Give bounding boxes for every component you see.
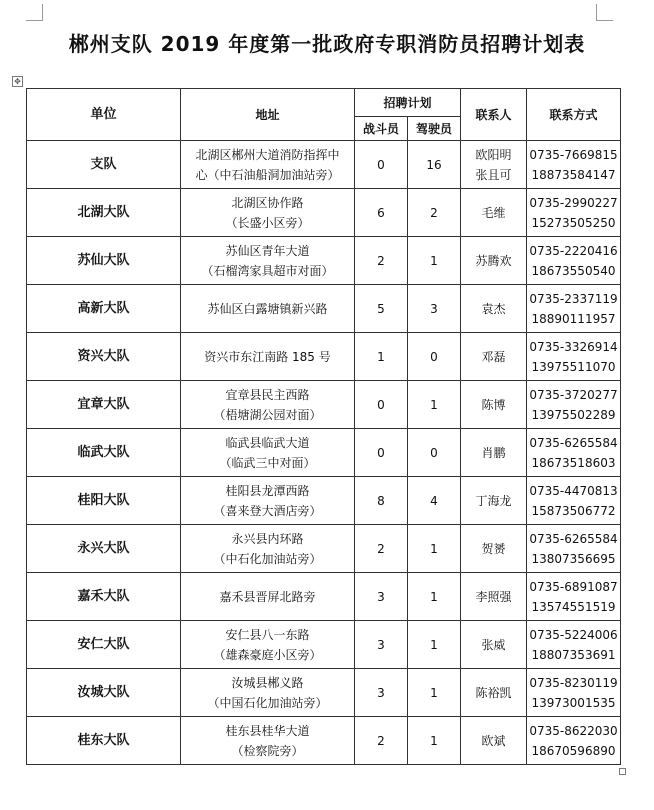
driver-count-cell: 1	[408, 237, 461, 285]
driver-count-cell: 1	[408, 573, 461, 621]
address-line: 苏仙区白露塘镇新兴路	[207, 301, 328, 316]
address-line: （雄森豪庭小区旁）	[213, 647, 322, 662]
address-line: 安仁县八一东路	[225, 627, 310, 642]
phone-cell	[527, 237, 621, 285]
address-line: 嘉禾县晋屏北路旁	[219, 589, 316, 604]
contact-cell	[461, 141, 527, 189]
phone-line: 13973001535	[531, 695, 616, 710]
address-line: （长盛小区旁）	[225, 215, 310, 230]
phone-cell	[527, 141, 621, 189]
document-title: 郴州支队 2019 年度第一批政府专职消防员招聘计划表	[68, 32, 586, 56]
phone-cell	[527, 429, 621, 477]
address-line: （石榴湾家具超市对面）	[201, 263, 334, 278]
driver-count-cell: 1	[408, 381, 461, 429]
contact-line: 张威	[481, 637, 506, 652]
address-line: 资兴市东江南路 185 号	[204, 349, 331, 364]
phone-line: 0735-2337119	[529, 291, 618, 306]
recruitment-plan-table	[26, 88, 621, 765]
fighter-count-cell: 2	[355, 237, 408, 285]
header-plan: 招聘计划	[355, 89, 461, 117]
unit-cell: 宜章大队	[27, 381, 181, 429]
address-cell	[181, 621, 355, 669]
address-cell	[181, 669, 355, 717]
driver-count-cell: 4	[408, 477, 461, 525]
contact-line: 李照强	[475, 589, 512, 604]
address-line: 苏仙区青年大道	[225, 243, 310, 258]
phone-cell	[527, 381, 621, 429]
address-line: 桂阳县龙潭西路	[225, 483, 310, 498]
contact-cell	[461, 189, 527, 237]
table-row	[27, 189, 621, 237]
phone-line: 18673550540	[531, 263, 616, 278]
fighter-count-cell: 0	[355, 429, 408, 477]
contact-cell	[461, 477, 527, 525]
fighter-count-cell: 2	[355, 525, 408, 573]
phone-cell	[527, 669, 621, 717]
phone-line: 0735-3720277	[529, 387, 618, 402]
contact-line: 丁海龙	[475, 493, 512, 508]
contact-cell	[461, 381, 527, 429]
address-line: 北湖区郴州大道消防指挥中	[195, 147, 340, 162]
table-row	[27, 717, 621, 765]
phone-line: 0735-6891087	[529, 579, 618, 594]
address-line: （中国石化加油站旁）	[207, 695, 328, 710]
driver-count-cell: 1	[408, 621, 461, 669]
fighter-count-cell: 3	[355, 669, 408, 717]
phone-line: 18890111957	[531, 311, 616, 326]
driver-count-cell: 1	[408, 525, 461, 573]
contact-line: 贺赟	[481, 541, 506, 556]
phone-cell	[527, 285, 621, 333]
contact-line: 袁杰	[481, 301, 506, 316]
table-resize-handle[interactable]	[619, 768, 626, 775]
page-corner-mark-top-right	[596, 4, 613, 21]
contact-line: 张且可	[475, 167, 512, 182]
phone-cell	[527, 333, 621, 381]
table-row	[27, 237, 621, 285]
contact-line: 苏腾欢	[475, 253, 512, 268]
contact-cell	[461, 333, 527, 381]
fighter-count-cell: 5	[355, 285, 408, 333]
fighter-count-cell: 8	[355, 477, 408, 525]
table-row	[27, 381, 621, 429]
phone-cell	[527, 717, 621, 765]
driver-count-cell: 16	[408, 141, 461, 189]
phone-line: 18673518603	[531, 455, 616, 470]
phone-line: 0735-7669815	[529, 147, 618, 162]
header-phone: 联系方式	[527, 89, 621, 141]
table-move-handle-icon[interactable]: ✥	[12, 76, 23, 87]
address-line: 北湖区协作路	[231, 195, 304, 210]
address-line: （检察院旁）	[231, 743, 304, 758]
unit-cell: 苏仙大队	[27, 237, 181, 285]
contact-cell	[461, 669, 527, 717]
page-corner-mark-top-left	[26, 4, 43, 21]
driver-count-cell: 1	[408, 717, 461, 765]
unit-cell: 桂阳大队	[27, 477, 181, 525]
table-row	[27, 621, 621, 669]
address-cell	[181, 333, 355, 381]
phone-line: 15273505250	[531, 215, 616, 230]
contact-line: 陈裕凯	[475, 685, 512, 700]
phone-line: 0735-2220416	[529, 243, 618, 258]
unit-cell: 汝城大队	[27, 669, 181, 717]
unit-cell: 资兴大队	[27, 333, 181, 381]
contact-line: 邓磊	[481, 349, 506, 364]
address-line: 临武县临武大道	[225, 435, 310, 450]
table-row	[27, 285, 621, 333]
contact-line: 欧斌	[481, 733, 506, 748]
phone-line: 0735-8230119	[529, 675, 618, 690]
fighter-count-cell: 0	[355, 381, 408, 429]
table-row	[27, 477, 621, 525]
address-cell	[181, 285, 355, 333]
fighter-count-cell: 6	[355, 189, 408, 237]
contact-cell	[461, 525, 527, 573]
address-line: （梧塘湖公园对面）	[213, 407, 322, 422]
phone-cell	[527, 621, 621, 669]
contact-cell	[461, 621, 527, 669]
address-cell	[181, 429, 355, 477]
phone-line: 0735-2990227	[529, 195, 618, 210]
phone-cell	[527, 477, 621, 525]
phone-line: 0735-8622030	[529, 723, 618, 738]
phone-cell	[527, 189, 621, 237]
address-line: 宜章县民主西路	[225, 387, 310, 402]
phone-line: 0735-6265584	[529, 435, 618, 450]
address-cell	[181, 717, 355, 765]
phone-line: 15873506772	[531, 503, 616, 518]
address-cell	[181, 525, 355, 573]
unit-cell: 安仁大队	[27, 621, 181, 669]
contact-cell	[461, 573, 527, 621]
unit-cell: 桂东大队	[27, 717, 181, 765]
header-unit: 单位	[27, 89, 181, 141]
driver-count-cell: 1	[408, 669, 461, 717]
contact-cell	[461, 429, 527, 477]
address-cell	[181, 141, 355, 189]
header-fighter: 战斗员	[355, 117, 408, 141]
contact-cell	[461, 717, 527, 765]
phone-line: 13975502289	[531, 407, 616, 422]
phone-cell	[527, 525, 621, 573]
unit-cell: 永兴大队	[27, 525, 181, 573]
phone-line: 0735-4470813	[529, 483, 618, 498]
fighter-count-cell: 1	[355, 333, 408, 381]
phone-line: 13574551519	[531, 599, 616, 614]
fighter-count-cell: 3	[355, 621, 408, 669]
contact-cell	[461, 237, 527, 285]
phone-line: 0735-5224006	[529, 627, 618, 642]
fighter-count-cell: 3	[355, 573, 408, 621]
phone-line: 18873584147	[531, 167, 616, 182]
driver-count-cell: 3	[408, 285, 461, 333]
address-cell	[181, 189, 355, 237]
contact-line: 陈博	[481, 397, 506, 412]
unit-cell: 高新大队	[27, 285, 181, 333]
address-line: 永兴县内环路	[231, 531, 304, 546]
address-cell	[181, 237, 355, 285]
phone-cell	[527, 573, 621, 621]
table-row	[27, 141, 621, 189]
contact-line: 欧阳明	[475, 147, 512, 162]
driver-count-cell: 2	[408, 189, 461, 237]
table-row	[27, 429, 621, 477]
address-line: （喜来登大酒店旁）	[213, 503, 322, 518]
address-line: 心（中石油船洞加油站旁）	[195, 167, 340, 182]
table-row	[27, 525, 621, 573]
address-cell	[181, 381, 355, 429]
fighter-count-cell: 2	[355, 717, 408, 765]
address-line: （临武三中对面）	[219, 455, 316, 470]
unit-cell: 北湖大队	[27, 189, 181, 237]
unit-cell: 嘉禾大队	[27, 573, 181, 621]
address-line: 桂东县桂华大道	[225, 723, 310, 738]
unit-cell: 支队	[27, 141, 181, 189]
contact-cell	[461, 285, 527, 333]
contact-line: 肖鹏	[481, 445, 506, 460]
phone-line: 0735-3326914	[529, 339, 618, 354]
phone-line: 18670596890	[531, 743, 616, 758]
driver-count-cell: 0	[408, 333, 461, 381]
header-address: 地址	[181, 89, 355, 141]
table-row	[27, 669, 621, 717]
header-driver: 驾驶员	[408, 117, 461, 141]
phone-line: 0735-6265584	[529, 531, 618, 546]
unit-cell: 临武大队	[27, 429, 181, 477]
driver-count-cell: 0	[408, 429, 461, 477]
address-line: 汝城县郴义路	[231, 675, 304, 690]
contact-line: 毛维	[481, 205, 506, 220]
address-line: （中石化加油站旁）	[213, 551, 322, 566]
header-contact: 联系人	[461, 89, 527, 141]
phone-line: 13807356695	[531, 551, 616, 566]
table-row	[27, 333, 621, 381]
address-cell	[181, 573, 355, 621]
address-cell	[181, 477, 355, 525]
fighter-count-cell: 0	[355, 141, 408, 189]
phone-line: 13975511070	[531, 359, 616, 374]
table-row	[27, 573, 621, 621]
phone-line: 18807353691	[531, 647, 616, 662]
